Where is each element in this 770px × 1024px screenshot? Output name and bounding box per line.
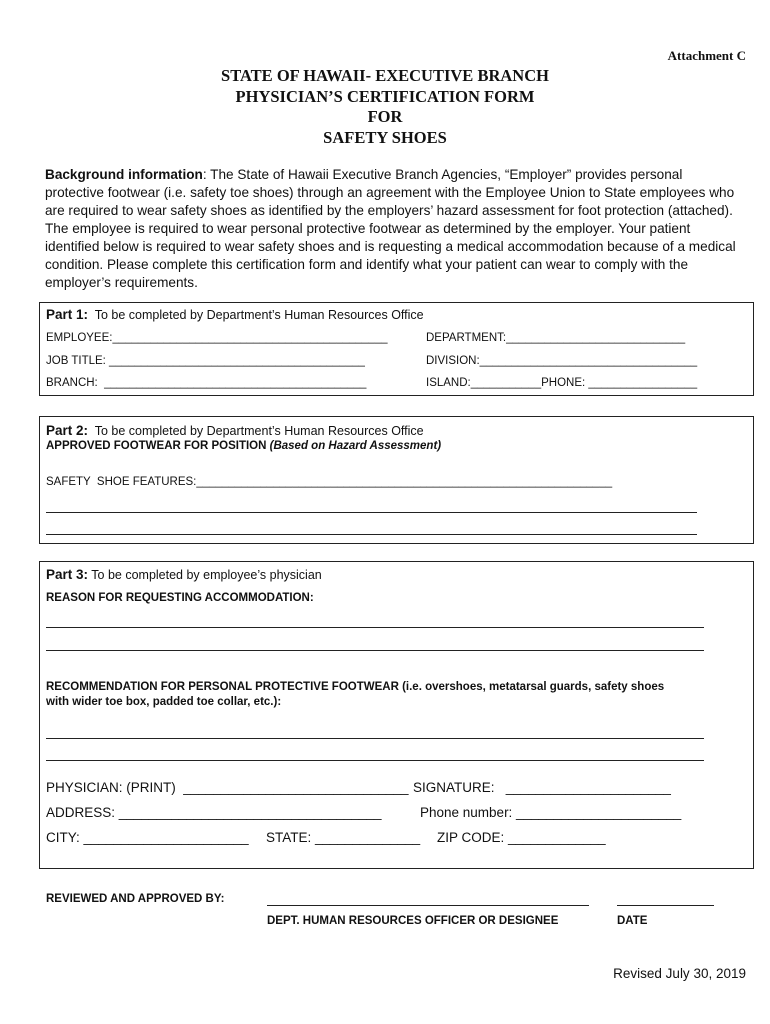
- background-heading: Background information: [45, 167, 203, 182]
- title-line-3: FOR: [367, 107, 403, 126]
- reason-heading: REASON FOR REQUESTING ACCOMMODATION:: [46, 592, 314, 604]
- employee-field[interactable]: EMPLOYEE:___________________________________________: [46, 332, 388, 344]
- approved-footwear-heading: [46, 440, 441, 452]
- job-title-field[interactable]: JOB TITLE: ________________________________________: [46, 355, 365, 367]
- signature-field[interactable]: SIGNATURE: ______________________: [413, 780, 671, 795]
- zip-code-field[interactable]: ZIP CODE: _____________: [437, 830, 606, 845]
- island-phone-field[interactable]: ISLAND:___________PHONE: _________________: [426, 377, 698, 389]
- date-line[interactable]: [617, 905, 714, 906]
- city-field[interactable]: CITY: ______________________: [46, 830, 249, 845]
- branch-field[interactable]: BRANCH: _________________________________________: [46, 377, 367, 389]
- reviewed-approved-label: REVIEWED AND APPROVED BY:: [46, 893, 225, 905]
- revised-date: Revised July 30, 2019: [613, 966, 746, 981]
- officer-label: DEPT. HUMAN RESOURCES OFFICER OR DESIGNEE: [267, 915, 559, 927]
- approved-footwear-label: APPROVED FOOTWEAR FOR POSITION: [46, 440, 270, 452]
- background-text: : The State of Hawaii Executive Branch Agencies, “Employer” provides personal protective footwear (i.e. safety toe shoes) through an agreement with the Employee Union to State employees who are required to wear safety shoes as identified by the employers’ hazard assessment for foot protection (attached). The employee is required to wear personal protective footwear as determined by the employer. Your patient identified below is required to wear safety shoes and is requesting a medical accommodation because of a medical condition. Please complete this certification form and identify what your patient can wear to comply with the employer’s requirements.: [45, 167, 736, 290]
- part1-label: Part 1:: [46, 307, 89, 322]
- part1-desc: To be completed by Department’s Human Resources Office: [88, 308, 424, 322]
- reason-line-1[interactable]: [46, 627, 704, 628]
- features-line-3[interactable]: [46, 534, 697, 535]
- part2-label: Part 2:: [46, 423, 89, 438]
- background-paragraph: [45, 166, 745, 292]
- attachment-label: Attachment C: [667, 48, 746, 63]
- division-field[interactable]: DIVISION:__________________________________: [426, 355, 698, 367]
- part3-desc: To be completed by employee’s physician: [88, 568, 322, 582]
- part1-header: [46, 307, 424, 322]
- phone-number-field[interactable]: Phone number: ______________________: [420, 805, 682, 820]
- reason-line-2[interactable]: [46, 650, 704, 651]
- recommendation-line-1[interactable]: [46, 738, 704, 739]
- title-line-1: STATE OF HAWAII- EXECUTIVE BRANCH: [221, 66, 549, 85]
- recommendation-heading-line-1: RECOMMENDATION FOR PERSONAL PROTECTIVE FOOTWEAR (i.e. overshoes, metatarsal guards, safety shoes: [46, 681, 665, 693]
- part3-header: [46, 567, 322, 582]
- title-line-4: SAFETY SHOES: [323, 128, 447, 147]
- recommendation-heading-line-2: with wider toe box, padded toe collar, etc.):: [46, 696, 282, 708]
- part3-section: [39, 561, 754, 869]
- part2-section: [39, 416, 754, 544]
- safety-shoe-features-field[interactable]: SAFETY SHOE FEATURES:_________________________________________________________________: [46, 476, 613, 488]
- approved-footwear-note: (Based on Hazard Assessment): [269, 440, 442, 452]
- part3-label: Part 3:: [46, 567, 89, 582]
- part1-section: [39, 302, 754, 396]
- part2-header: [46, 423, 424, 438]
- address-field[interactable]: ADDRESS: ___________________________________: [46, 805, 382, 820]
- date-label: DATE: [617, 915, 648, 927]
- features-line-2[interactable]: [46, 512, 697, 513]
- recommendation-line-2[interactable]: [46, 760, 704, 761]
- state-field[interactable]: STATE: ______________: [266, 830, 421, 845]
- officer-signature-line[interactable]: [267, 905, 589, 906]
- title-line-2: PHYSICIAN’S CERTIFICATION FORM: [235, 87, 535, 106]
- physician-print-field[interactable]: PHYSICIAN: (PRINT) ______________________________: [46, 780, 409, 795]
- department-field[interactable]: DEPARTMENT:____________________________: [426, 332, 686, 344]
- part2-desc: To be completed by Department’s Human Resources Office: [88, 424, 424, 438]
